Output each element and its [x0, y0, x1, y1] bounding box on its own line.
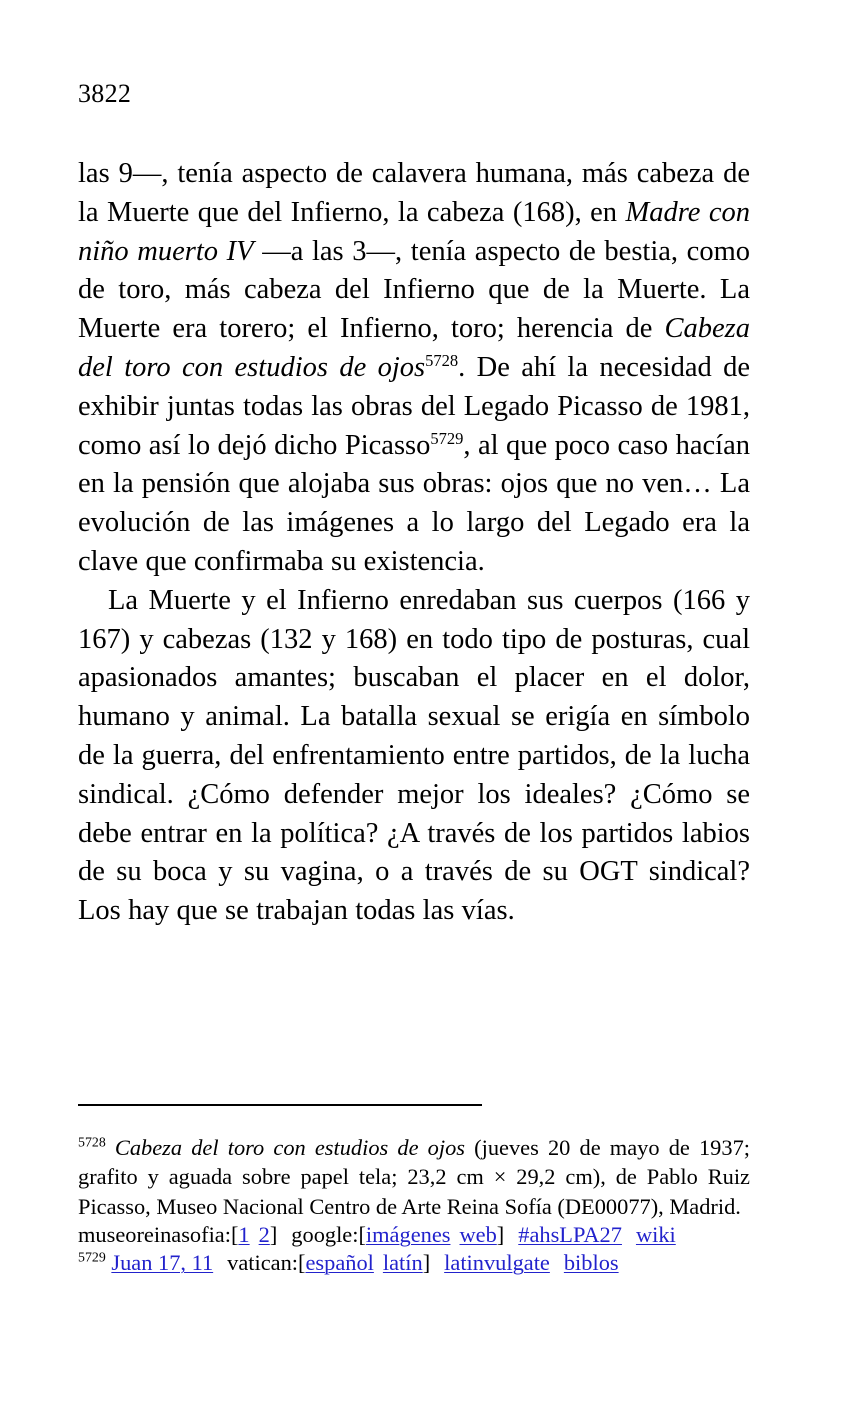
footnote-5728-links [78, 1221, 750, 1249]
bracket-close-3: ] [422, 1250, 431, 1276]
paragraph-1-segment-4: , al que poco caso hacían en la pensión que alojaba sus obras: ojos que no ven… La evolución de las imágenes a lo largo del Legado era la clave que confirmaba su existencia. [78, 429, 750, 577]
link-vatican-espanol[interactable]: español [305, 1250, 374, 1276]
paragraph-1-segment-1: las 9—, tenía aspecto de calavera humana, más cabeza de la Muerte que del Infierno, la cabeza (168), en [78, 158, 750, 228]
link-juan-17-11[interactable]: Juan 17, 11 [111, 1250, 214, 1276]
bracket-close-2: ] [496, 1222, 505, 1248]
artwork-title-madre-con-nino-muerto: Madre con niño muerto IV [78, 196, 750, 267]
footnote-marker-5728[interactable]: 5728 [425, 350, 459, 370]
link-vatican-latin[interactable]: latín [382, 1250, 423, 1276]
link-museoreinasofia-1[interactable]: 1 [238, 1222, 250, 1248]
link-hashtag-ahslpa27[interactable]: #ahsLPA27 [518, 1222, 622, 1248]
link-biblos[interactable]: biblos [563, 1250, 619, 1276]
link-latinvulgate[interactable]: latinvulgate [444, 1250, 550, 1276]
footnote-5729 [78, 1249, 750, 1277]
footnote-marker-5729[interactable]: 5729 [430, 428, 464, 448]
footnote-area [78, 1133, 750, 1277]
vatican-label: vatican:[ [227, 1250, 306, 1276]
footnote-5729-number: 5729 [78, 1250, 106, 1266]
bracket-close-1: ] [269, 1222, 278, 1248]
link-museoreinasofia-2[interactable]: 2 [258, 1222, 270, 1248]
paragraph-1 [78, 155, 750, 582]
link-google-imagenes[interactable]: imágenes [365, 1222, 451, 1248]
artwork-title-cabeza-del-toro: Cabeza del toro con estudios de ojos [78, 313, 750, 383]
paragraph-1-segment-2: —a las 3—, tenía aspecto de bestia, como de toro, más cabeza del Infierno que de la Muerte. La Muerte era torero; el Infierno, toro; herencia de [78, 235, 750, 345]
link-google-web[interactable]: web [459, 1222, 497, 1248]
footnote-separator-rule [78, 1104, 482, 1106]
page-number: 3822 [78, 79, 132, 108]
footnote-5728 [78, 1133, 750, 1221]
footnote-5728-number: 5728 [78, 1135, 106, 1151]
link-wiki[interactable]: wiki [635, 1222, 676, 1248]
google-label: google:[ [291, 1222, 366, 1248]
museoreinasofia-label: museoreinasofia:[ [78, 1222, 239, 1248]
body-text-column [78, 155, 750, 931]
paragraph-2: La Muerte y el Infierno enredaban sus cuerpos (166 y 167) y cabezas (132 y 168) en todo tipo de posturas, cual apasionados amantes; buscaban el placer en el dolor, humano y animal. La batalla sexual se erigía en símbolo de la guerra, del enfrentamiento entre partidos, de la lucha sindical. ¿Cómo defender mejor los ideales? ¿Cómo se debe entrar en la política? ¿A través de los partidos labios de su boca y su vagina, o a través de su OGT sindical? Los hay que se trabajan todas las vías. [78, 584, 750, 927]
paragraph-1-segment-3: . De ahí la necesidad de exhibir juntas todas las obras del Legado Picasso de 1981, como así lo dejó dicho Picasso [78, 351, 750, 461]
footnote-5728-detail: (jueves 20 de mayo de 1937; grafito y aguada sobre papel tela; 23,2 cm × 29,2 cm), de Pablo Ruiz Picasso, Museo Nacional Centro de Arte Reina Sofía (DE00077), Madrid. [78, 1135, 750, 1219]
footnote-5728-title: Cabeza del toro con estudios de ojos [114, 1135, 466, 1160]
